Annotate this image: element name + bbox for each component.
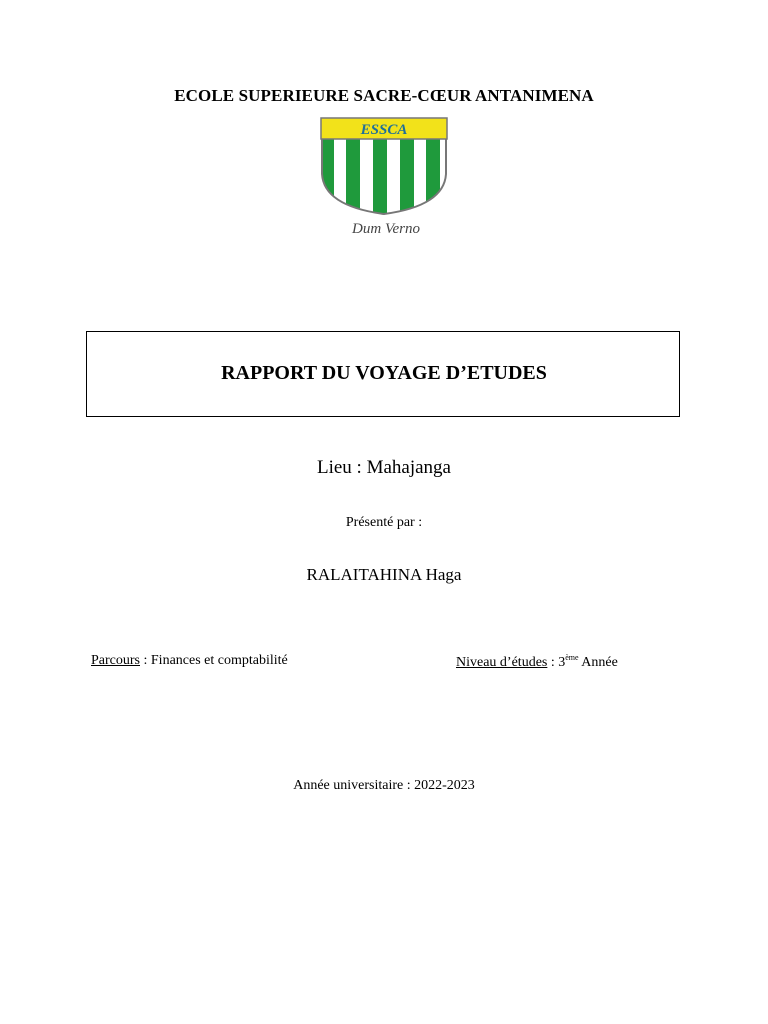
- report-title: RAPPORT DU VOYAGE D’ETUDES: [221, 362, 547, 384]
- level-separator: :: [547, 655, 559, 670]
- author-name: RALAITAHINA Haga: [306, 565, 462, 584]
- school-name: ECOLE SUPERIEURE SACRE-CŒUR ANTANIMENA: [174, 86, 594, 105]
- location: Lieu : Mahajanga: [316, 457, 451, 478]
- track-line: [91, 653, 288, 669]
- level-number: 3: [558, 655, 566, 670]
- level-superscript: ème: [565, 653, 579, 662]
- level-suffix: Année: [578, 655, 618, 670]
- track-separator: :: [140, 653, 151, 668]
- track-value: Finances et comptabilité: [150, 653, 288, 668]
- track-label: Parcours: [91, 653, 140, 668]
- presented-by-label: Présenté par :: [345, 515, 423, 530]
- crest-banner-text: ESSCA: [360, 122, 408, 138]
- level-label: Niveau d’études: [456, 655, 548, 670]
- school-crest-logo: [316, 114, 454, 240]
- academic-year: Année universitaire : 2022-2023: [293, 778, 475, 793]
- level-line: [456, 653, 618, 671]
- crest-motto: Dum Verno: [352, 221, 420, 237]
